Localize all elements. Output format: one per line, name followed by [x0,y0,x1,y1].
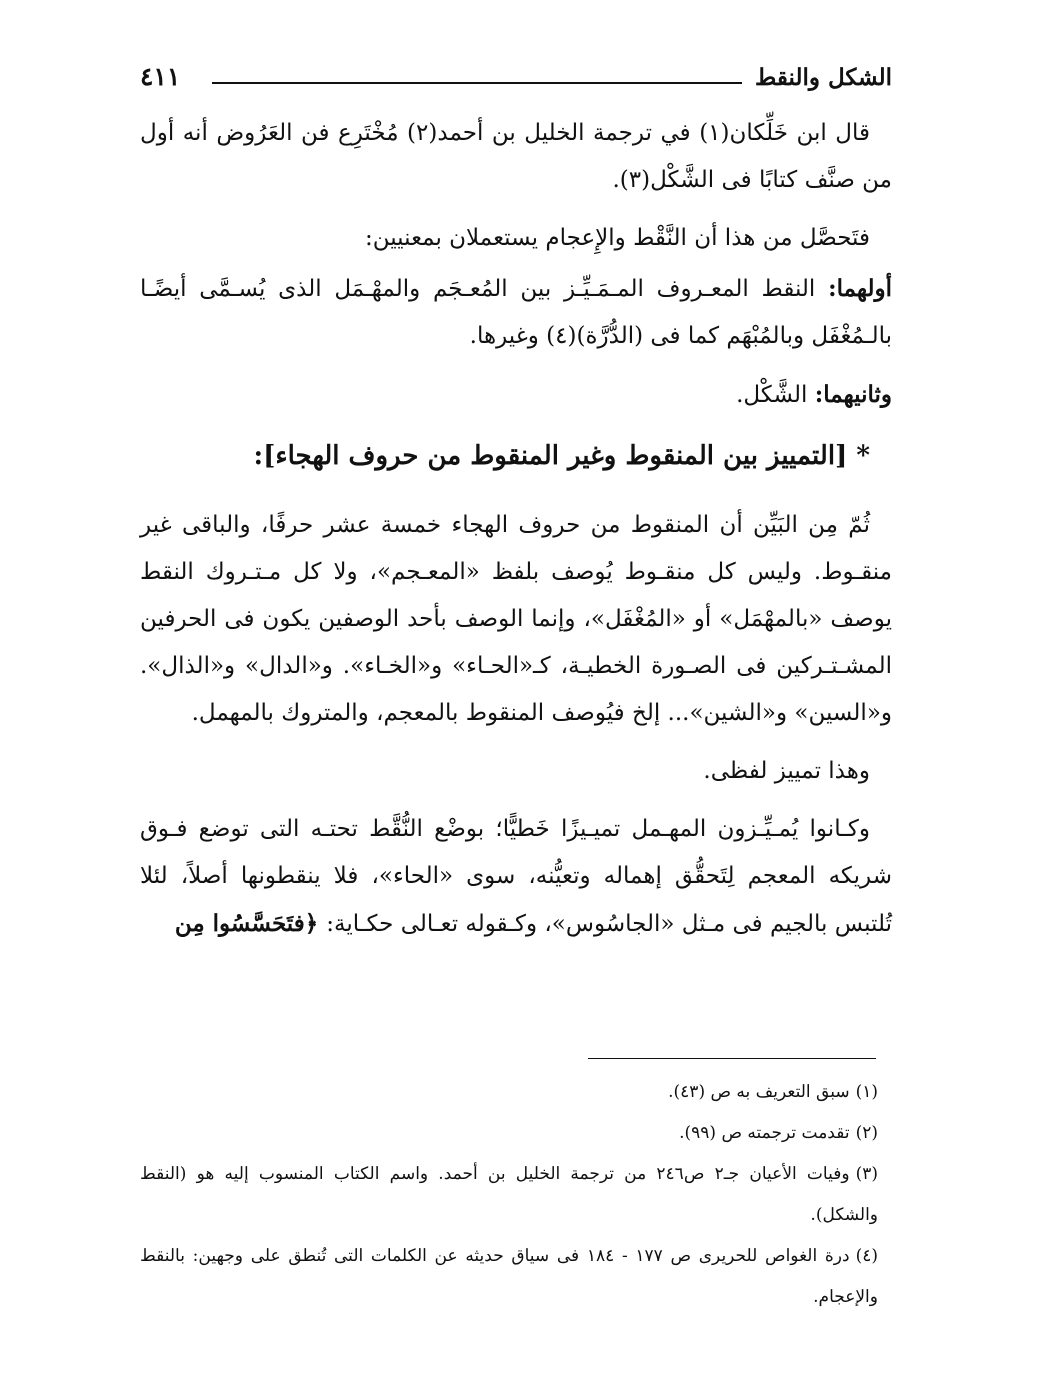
page-header [140,62,892,102]
footnote-text: درة الغواص للحريرى ص ١٧٧ - ١٨٤ فى سياق حديثه عن الكلمات التى تُنطق على وجهين: بالنقط والإعجام. [140,1246,878,1307]
quran-quote: ﴿فتَحَسَّسُوا مِن [174,910,327,937]
paragraph-3 [140,265,892,360]
footnote-1 [140,1072,880,1113]
footnotes [140,1072,880,1318]
page-number: ٤١١ [140,62,181,91]
footnote-2 [140,1113,880,1154]
paragraph-1: قال ابن خَلِّكان(١) في ترجمة الخليل بن أحمد(٢) مُخْتَرِع فن العَرُوض أنه أول من صنَّف كتابًا فى الشَّكْل(٣). [140,120,892,193]
header-rule [212,82,742,84]
footnote-number: (٣) [855,1164,878,1184]
footnote-separator [588,1058,876,1059]
footnote-text: وفيات الأعيان جـ٢ ص٢٤٦ من ترجمة الخليل بن أحمد. واسم الكتاب المنسوب إليه هو (النقط والشكل). [140,1164,878,1225]
paragraph-7 [140,806,892,948]
running-title: الشكل والنقط [755,64,892,91]
footnote-text: تقدمت ترجمته ص (٩٩). [679,1123,850,1143]
paragraph-6: وهذا تمييز لفظى. [703,758,870,784]
paragraph-4 [140,371,892,419]
footnote-number: (١) [855,1082,878,1102]
main-text [140,110,892,959]
paragraph-2: فتَحصَّل من هذا أن النَّقْط والإِعجام يستعملان بمعنيين: [364,225,870,251]
paragraph-5: ثُمّ مِن البَيِّن أن المنقوط من حروف الهجاء خمسة عشر حرفًا، والباقى غير منقـوط. وليس كل منقـوط يُوصف بلفظ «المعـجم»، ولا كل مـتـروك النقط يوصف «بالمهْمَل» أو «المُغْفَل»، وإنما الوصف بأحد الوصفين يكون فى الحرفين المشـتـركين فى الصـورة الخطيـة، كـ«الحـاء» و«الخـاء». و«الدال» و«الذال». و«السين» و«الشين»... إلخ فيُوصف المنقوط بالمعجم، والمتروك بالمهمل. [140,512,892,726]
paragraph-3-text: النقط المعـروف المـمَـيِّـز بين المُعـجَم والمهْـمَل الذى يُسـمَّى أيضًـا بالـمُغْفَل وبالمُبْهَم كما فى (الدُّرَّة)(٤) وغيرها. [140,276,892,349]
paragraph-4-lead: وثانيهما: [814,381,892,408]
footnote-4 [140,1236,880,1318]
section-heading: * [التمييز بين المنقوط وغير المنقوط من حروف الهجاء]: [253,441,870,471]
footnote-3 [140,1154,880,1236]
footnote-number: (٢) [855,1123,878,1143]
paragraph-3-lead: أولهما: [828,275,892,302]
footnote-number: (٤) [855,1246,878,1266]
paragraph-7-text: وكـانوا يُمـيِّـزون المهـمل تميـيزًا خَطيًّا؛ بوضْع النُّقَّط تحتـه التى توضع فـوق شريكه المعجم لِتَحقُّق إهماله وتعيُّنه، سوى «الحاء»، فلا ينقطونها أصلاً، لئلا تُلتبس بالجيم فى مـثل «الجاسُوس»، وكـقوله تعـالى حكـاية: [140,816,892,937]
footnote-text: سبق التعريف به ص (٤٣). [668,1082,850,1102]
paragraph-4-text: الشَّكْل. [736,382,815,408]
